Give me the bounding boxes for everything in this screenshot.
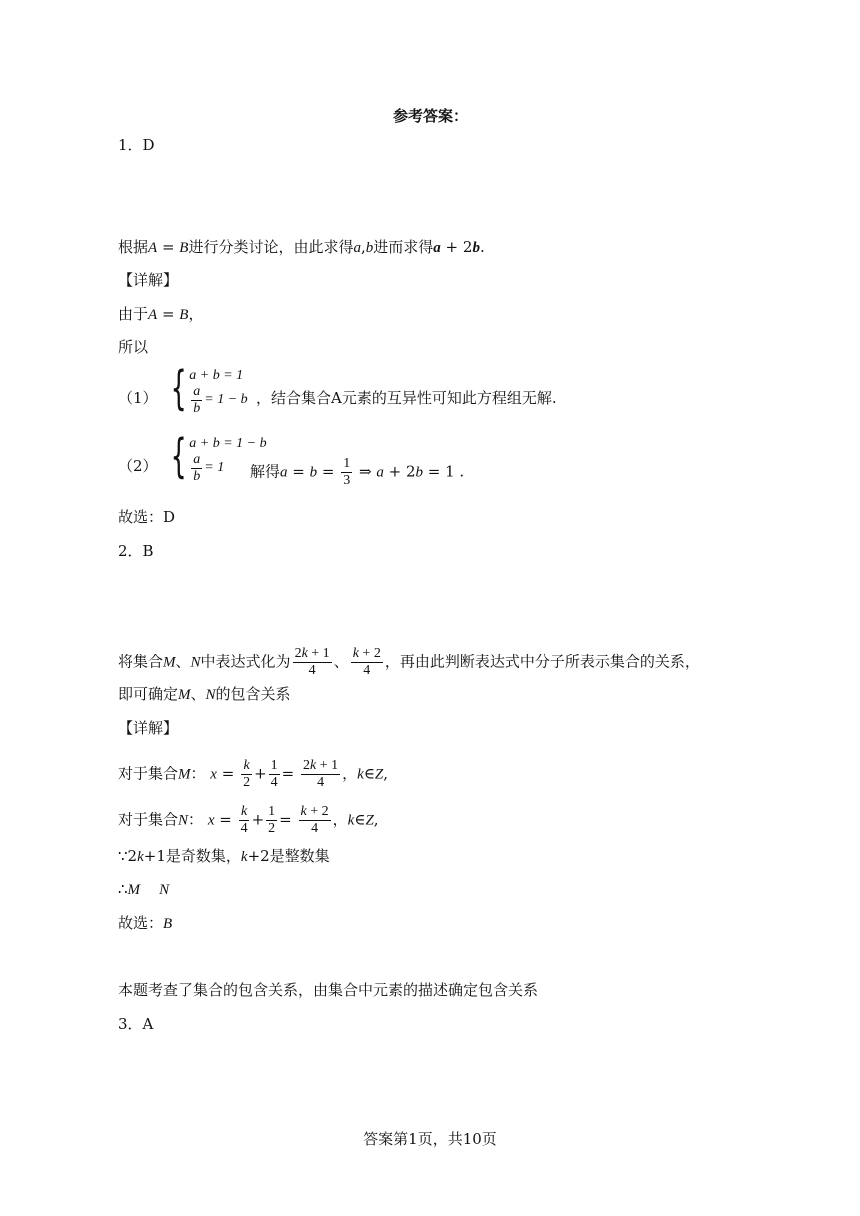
q2-choice: 故选：B [118, 914, 173, 932]
q2-because: ∵2k+1是奇数集，k+2是整数集 [118, 847, 330, 865]
page-footer: 答案第1页，共10页 [363, 1130, 497, 1148]
q2-set-N: 对于集合N： x = $\frac{k}{4}$ + $\frac{1}{2}$ = $\frac{k + 2}{4}$ ，k∈Z, [118, 804, 379, 836]
q1-case1-text: ，结合集合A元素的互异性可知此方程组无解. [256, 389, 557, 407]
q2-therefore: ∴M N [118, 880, 170, 898]
q2-answer: 2．B [118, 542, 154, 560]
q2-analysis-line2: 即可确定M、N的包含关系 [118, 685, 291, 703]
q1-analysis: 根据A = B进行分类讨论，由此求得a,b进而求得a + 2b. [118, 238, 485, 256]
q1-so: 所以 [118, 338, 149, 356]
q1-case1-system: { a + b = 1 $\frac{a}{b}$ = 1 − b [170, 361, 248, 416]
q2-note: 本题考查了集合的包含关系，由集合中元素的描述确定包含关系 [118, 981, 539, 999]
q1-answer: 1．D [118, 136, 155, 154]
q1-case2-solution: 解得a = b = $\frac{1}{3}$ ⇒ a + 2b = 1 . [250, 456, 465, 488]
q1-case2-label: （2） [118, 457, 158, 475]
q2-set-M: 对于集合M： x = $\frac{k}{2}$ + $\frac{1}{4}$ = $\frac{2k + 1}{4}$ ，k∈Z, [118, 758, 389, 790]
q3-answer: 3．A [118, 1015, 154, 1033]
q1-case2-system: { a + b = 1 − b $\frac{a}{b}$ = 1 [170, 429, 267, 484]
q1-choice: 故选：D [118, 508, 176, 526]
q1-case1-label: （1） [118, 389, 158, 407]
page-title: 参考答案： [393, 107, 469, 125]
q1-since: 由于A = B， [118, 305, 204, 323]
q1-detail-tag: 【详解】 [118, 271, 179, 289]
q2-analysis-line1: 将集合M、N中表达式化为 $\frac{2k + 1}{4}$ 、 $\frac{k + 2}{4}$ ，再由此判断表达式中分子所表示集合的关系， [118, 646, 700, 678]
q2-detail-tag: 【详解】 [118, 719, 179, 737]
